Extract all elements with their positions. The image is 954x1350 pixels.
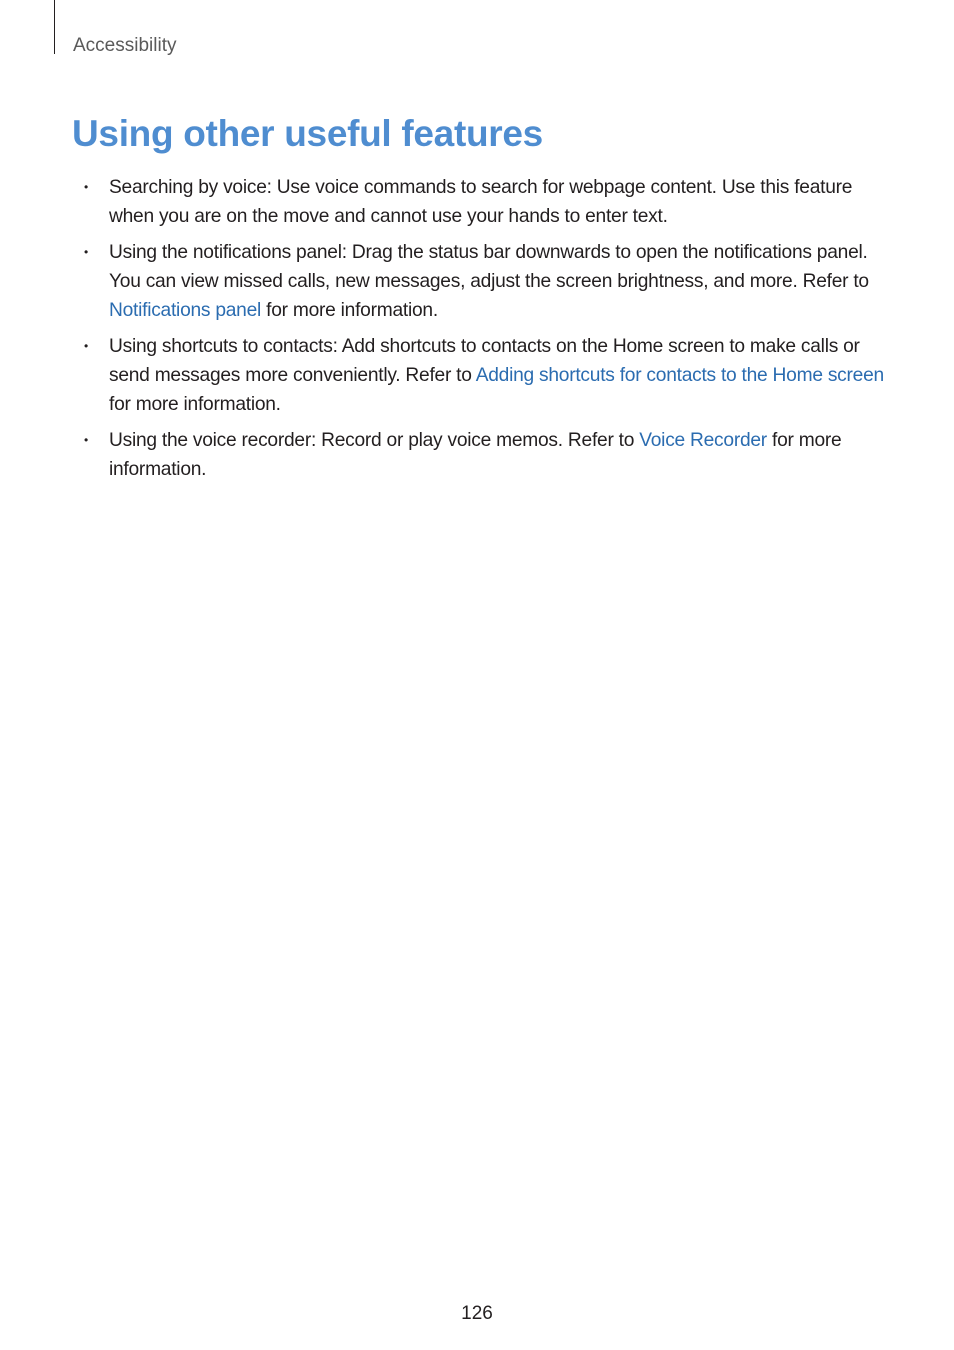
voice-recorder-link[interactable]: Voice Recorder bbox=[639, 430, 767, 452]
header-divider bbox=[54, 0, 55, 54]
bullet-icon: • bbox=[84, 339, 88, 354]
list-item-voice-search bbox=[84, 173, 884, 231]
list-item-text: Searching by voice: Use voice commands to search for webpage content. Use this feature when you are on the move and cannot use your hands to enter text. bbox=[109, 177, 853, 228]
contact-shortcuts-link[interactable]: Adding shortcuts for contacts to the Home screen bbox=[475, 365, 884, 387]
feature-list bbox=[84, 173, 884, 491]
list-item-notifications-panel bbox=[84, 238, 884, 326]
list-item-text-suffix: for more information. bbox=[109, 394, 281, 416]
list-item-contact-shortcuts bbox=[84, 332, 884, 420]
page-title: Using other useful features bbox=[72, 113, 543, 154]
bullet-icon: • bbox=[84, 180, 88, 194]
list-item-text-suffix: for more information. bbox=[261, 300, 438, 322]
list-item-voice-recorder bbox=[84, 426, 884, 484]
list-item-text: Using the notifications panel: Drag the status bar downwards to open the notifications panel. You can view missed calls, new messages, adjust the screen brightness, and more. Refer to bbox=[109, 241, 869, 293]
list-item-text: Using the voice recorder: Record or play voice memos. Refer to bbox=[109, 430, 640, 452]
section-header: Accessibility bbox=[73, 35, 177, 56]
page-number: 126 bbox=[461, 1303, 493, 1324]
bullet-icon: • bbox=[84, 433, 88, 448]
bullet-icon: • bbox=[84, 244, 88, 259]
list-item-text: Using shortcuts to contacts: Add shortcuts to contacts on the Home screen to make calls or send messages more conveniently. Refer to bbox=[109, 336, 860, 387]
list-item-text-suffix: for more information. bbox=[109, 430, 842, 481]
notifications-panel-link[interactable]: Notifications panel bbox=[109, 300, 262, 322]
